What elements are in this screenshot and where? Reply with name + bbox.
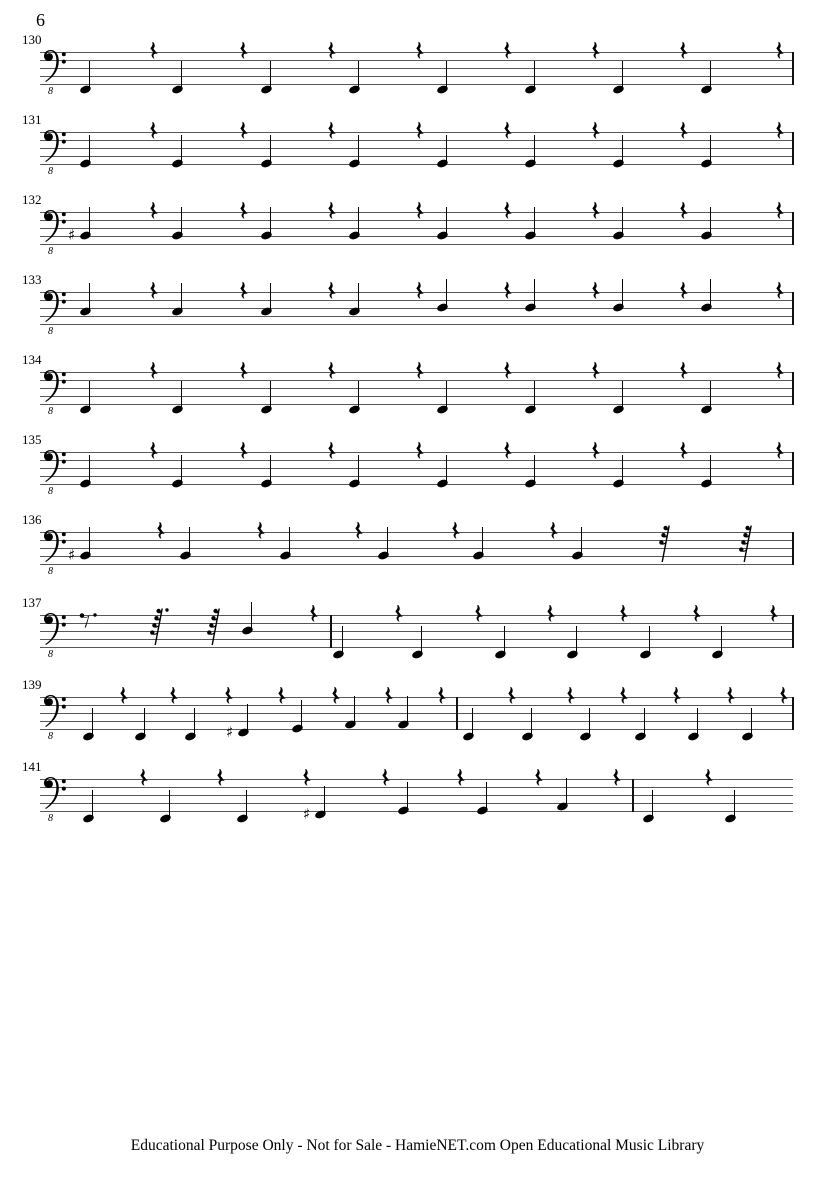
quarter-rest-icon [416,442,426,463]
staff-line [40,721,793,722]
note-stem [358,455,360,484]
quarter-rest-icon [328,442,338,463]
quarter-rest-icon [680,442,690,463]
note-stem [270,61,272,90]
staff-line [40,476,793,477]
note-stem [92,708,94,737]
barline [792,52,794,85]
staff-line [40,388,793,389]
staff-line [40,795,793,796]
quarter-rest-icon [240,122,250,143]
note-stem [589,708,591,737]
note-stem [358,381,360,410]
note-stem [181,283,183,312]
octave-8-marker: 8 [48,246,53,257]
barline [792,132,794,165]
octave-8-marker: 8 [48,566,53,577]
sixtyfourth-rest-icon [205,607,223,646]
quarter-rest-icon [776,282,786,303]
note-stem [504,626,506,655]
note-stem [270,455,272,484]
note-stem [342,626,344,655]
quarter-rest-icon [257,522,267,543]
quarter-rest-icon [504,202,514,223]
measure-number: 134 [22,352,42,367]
staff-line [40,404,793,405]
augmentation-dot [165,608,169,612]
note-stem [534,135,536,164]
barline [792,615,794,648]
note-stem [407,782,409,811]
barline [456,697,458,730]
note-stem [189,527,191,556]
note-stem [534,279,536,308]
bass-clef-icon [43,449,69,485]
quarter-rest-icon [416,42,426,63]
quarter-rest-icon [776,122,786,143]
note-stem [710,135,712,164]
bass-clef-icon [43,129,69,165]
quarter-rest-icon [240,42,250,63]
quarter-rest-icon [705,769,715,790]
bass-clef-icon [43,612,69,648]
note-stem [270,381,272,410]
quarter-rest-icon [547,605,557,626]
staff-line [40,540,793,541]
quarter-rest-icon [592,282,602,303]
octave-8-marker: 8 [48,813,53,824]
quarter-rest-icon [328,362,338,383]
staff-line [40,308,793,309]
note-stem [751,708,753,737]
note-stem [576,626,578,655]
note-stem [251,602,253,631]
octave-8-marker: 8 [48,166,53,177]
quarter-rest-icon [770,605,780,626]
note-stem [710,207,712,236]
note-stem [446,135,448,164]
quarter-rest-icon [680,202,690,223]
sharp-accidental: ♯ [68,546,76,564]
octave-8-marker: 8 [48,649,53,660]
quarter-rest-icon [550,522,560,543]
quarter-rest-icon [240,362,250,383]
quarter-rest-icon [592,42,602,63]
note-stem [89,381,91,410]
note-stem [358,61,360,90]
note-stem [270,135,272,164]
staff-line [40,779,793,780]
note-stem [486,782,488,811]
note-stem [354,696,356,725]
note-stem [89,455,91,484]
quarter-rest-icon [332,687,342,708]
sharp-accidental: ♯ [226,723,234,741]
measure-number: 133 [22,272,42,287]
quarter-rest-icon [416,122,426,143]
note-stem [534,61,536,90]
note-stem [482,527,484,556]
barline [792,212,794,245]
eighth-rest-icon [79,612,91,628]
measure-number: 132 [22,192,42,207]
note-stem [534,455,536,484]
sharp-accidental: ♯ [68,226,76,244]
note-stem [247,704,249,733]
octave-8-marker: 8 [48,326,53,337]
note-stem [358,207,360,236]
quarter-rest-icon [328,202,338,223]
measure-number: 135 [22,432,42,447]
thirtysecond-rest-icon [655,524,673,563]
note-stem [710,381,712,410]
note-stem [92,790,94,819]
note-stem [534,381,536,410]
staff-line [40,713,793,714]
staff-line [40,156,793,157]
note-stem [652,790,654,819]
staff-line [40,68,793,69]
note-stem [181,61,183,90]
octave-8-marker: 8 [48,406,53,417]
staff-line [40,532,793,533]
note-stem [144,708,146,737]
measure-number: 136 [22,512,42,527]
quarter-rest-icon [780,687,790,708]
note-stem [181,207,183,236]
staff-line [40,729,793,730]
quarter-rest-icon [776,362,786,383]
note-stem [446,455,448,484]
note-stem [301,700,303,729]
quarter-rest-icon [680,42,690,63]
quarter-rest-icon [150,362,160,383]
measure-number: 130 [22,32,42,47]
quarter-rest-icon [240,442,250,463]
bass-clef-icon [43,209,69,245]
staff-line [40,164,793,165]
quarter-rest-icon [680,362,690,383]
quarter-rest-icon [535,769,545,790]
note-stem [89,527,91,556]
note-stem [531,708,533,737]
quarter-rest-icon [355,522,365,543]
quarter-rest-icon [693,605,703,626]
staff-line [40,811,793,812]
quarter-rest-icon [475,605,485,626]
barline [330,615,332,648]
bass-clef-icon [43,289,69,325]
quarter-rest-icon [150,442,160,463]
sixtyfourth-rest-icon [148,607,166,646]
quarter-rest-icon [592,122,602,143]
measure-number: 131 [22,112,42,127]
quarter-rest-icon [150,42,160,63]
note-stem [446,207,448,236]
quarter-rest-icon [613,769,623,790]
quarter-rest-icon [416,282,426,303]
quarter-rest-icon [620,605,630,626]
note-stem [289,527,291,556]
quarter-rest-icon [217,769,227,790]
staff-line [40,244,793,245]
note-stem [324,786,326,815]
note-stem [710,61,712,90]
note-stem [622,135,624,164]
quarter-rest-icon [150,282,160,303]
staff-line [40,316,793,317]
note-stem [270,207,272,236]
barline [792,292,794,325]
quarter-rest-icon [240,282,250,303]
quarter-rest-icon [328,42,338,63]
note-stem [446,61,448,90]
quarter-rest-icon [140,769,150,790]
note-stem [181,135,183,164]
note-stem [622,61,624,90]
measure-number: 141 [22,759,42,774]
page-number: 6 [36,10,45,30]
barline [792,372,794,405]
note-stem [697,708,699,737]
note-stem [89,283,91,312]
barline [792,452,794,485]
sharp-accidental: ♯ [303,805,311,823]
quarter-rest-icon [504,442,514,463]
note-stem [472,708,474,737]
quarter-rest-icon [504,282,514,303]
quarter-rest-icon [504,42,514,63]
footer-text: Educational Purpose Only - Not for Sale - HamieNET.com Open Educational Music Library [130,1137,705,1154]
note-stem [169,790,171,819]
quarter-rest-icon [278,687,288,708]
quarter-rest-icon [395,605,405,626]
note-stem [407,696,409,725]
augmentation-dot [93,613,97,617]
staff-line [40,84,793,85]
staff-line [40,236,793,237]
quarter-rest-icon [225,687,235,708]
staff-line [40,556,793,557]
note-stem [581,527,583,556]
staff-line [40,228,793,229]
measure-number: 137 [22,595,42,610]
note-stem [387,527,389,556]
note-stem [446,381,448,410]
bass-clef-icon [43,49,69,85]
note-stem [421,626,423,655]
staff-line [40,396,793,397]
bass-clef-icon [43,776,69,812]
staff-line [40,148,793,149]
quarter-rest-icon [157,522,167,543]
note-stem [358,283,360,312]
quarter-rest-icon [328,282,338,303]
quarter-rest-icon [240,202,250,223]
staff-line [40,484,793,485]
quarter-rest-icon [457,769,467,790]
quarter-rest-icon [328,122,338,143]
quarter-rest-icon [120,687,130,708]
quarter-rest-icon [673,687,683,708]
note-stem [734,790,736,819]
quarter-rest-icon [680,282,690,303]
quarter-rest-icon [592,442,602,463]
quarter-rest-icon [727,687,737,708]
note-stem [194,708,196,737]
quarter-rest-icon [776,442,786,463]
quarter-rest-icon [382,769,392,790]
quarter-rest-icon [504,122,514,143]
barline [632,779,634,812]
note-stem [721,626,723,655]
note-stem [710,455,712,484]
staff-line [40,647,793,648]
quarter-rest-icon [452,522,462,543]
note-stem [358,135,360,164]
note-stem [446,279,448,308]
barline [792,697,794,730]
note-stem [566,778,568,807]
quarter-rest-icon [438,687,448,708]
staff-line [40,548,793,549]
bass-clef-icon [43,694,69,730]
quarter-rest-icon [592,362,602,383]
note-stem [89,207,91,236]
note-stem [534,207,536,236]
bass-clef-icon [43,529,69,565]
note-stem [89,61,91,90]
measure-number: 139 [22,677,42,692]
quarter-rest-icon [385,687,395,708]
staff-line [40,468,793,469]
staff-line [40,787,793,788]
quarter-rest-icon [776,42,786,63]
note-stem [181,455,183,484]
quarter-rest-icon [150,122,160,143]
quarter-rest-icon [303,769,313,790]
note-stem [649,626,651,655]
quarter-rest-icon [680,122,690,143]
staff-line [40,564,793,565]
note-stem [622,455,624,484]
quarter-rest-icon [592,202,602,223]
quarter-rest-icon [416,362,426,383]
staff-line [40,324,793,325]
quarter-rest-icon [504,362,514,383]
note-stem [181,381,183,410]
note-stem [710,279,712,308]
quarter-rest-icon [508,687,518,708]
note-stem [622,381,624,410]
quarter-rest-icon [567,687,577,708]
quarter-rest-icon [620,687,630,708]
note-stem [644,708,646,737]
quarter-rest-icon [150,202,160,223]
octave-8-marker: 8 [48,86,53,97]
octave-8-marker: 8 [48,731,53,742]
staff-line [40,803,793,804]
quarter-rest-icon [776,202,786,223]
note-stem [622,279,624,308]
quarter-rest-icon [310,605,320,626]
bass-clef-icon [43,369,69,405]
quarter-rest-icon [170,687,180,708]
staff-line [40,76,793,77]
note-stem [89,135,91,164]
sixtyfourth-rest-icon [737,524,755,563]
octave-8-marker: 8 [48,486,53,497]
note-stem [270,283,272,312]
note-stem [622,207,624,236]
note-stem [246,790,248,819]
barline [792,532,794,565]
quarter-rest-icon [416,202,426,223]
